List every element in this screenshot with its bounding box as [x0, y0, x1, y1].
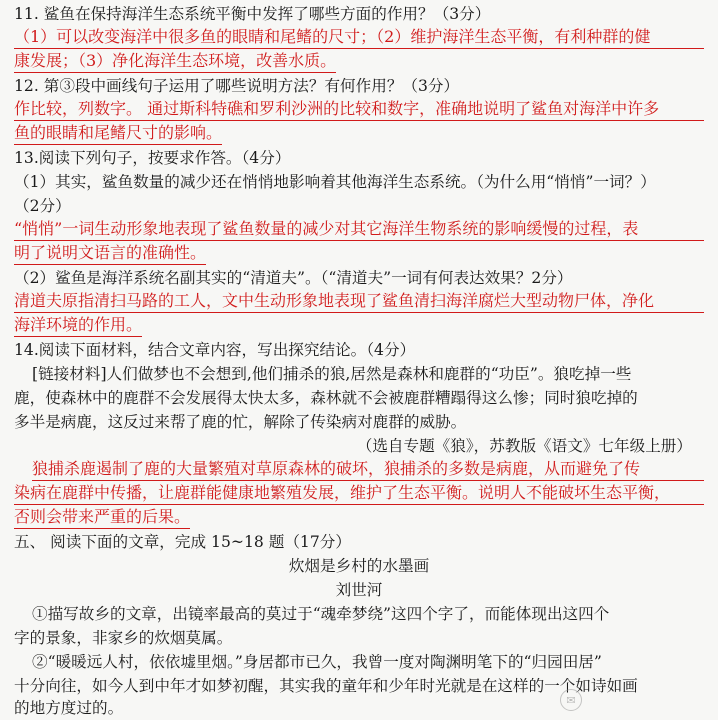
paragraph-2-line-1: ②“暖暖远人村，依依墟里烟。”身居都市已久，我曾一度对陶渊明笔下的“归园田居”: [32, 653, 602, 671]
paragraph-2-line-3: 的地方度过的。: [14, 699, 124, 717]
answer-13-1-line-2: 明了说明文语言的准确性。: [14, 242, 206, 265]
question-11: 11. 鲨鱼在保持海洋生态系统平衡中发挥了哪些方面的作用？（3分）: [14, 5, 491, 23]
answer-14-line-1: 狼捕杀鹿遏制了鹿的大量繁殖对草原森林的破坏，狼捕杀的多数是病鹿，从而避免了传: [32, 458, 704, 481]
paragraph-1-line-1: ①描写故乡的文章，出镜率最高的莫过于“魂牵梦绕”这四个字了，而能体现出这四个: [32, 605, 610, 623]
article-title: 炊烟是乡村的水墨画: [288, 557, 430, 575]
answer-12-line-1: 作比较，列数字。 通过斯科特礁和罗利沙洲的比较和数字，准确地说明了鲨鱼对海洋中许多: [14, 98, 704, 121]
question-13-part-2: （2）鲨鱼是海洋系统名副其实的“清道夫”。（“清道夫”一词有何表达效果？2分）: [14, 269, 573, 287]
linked-material-line-1: [链接材料]人们做梦也不会想到,他们捕杀的狼,居然是森林和鹿群的“功臣”。狼吃掉一些: [32, 365, 632, 383]
source-citation: （选自专题《狼》，苏教版《语文》七年级上册）: [356, 437, 692, 455]
answer-13-2-line-2: 海洋环境的作用。: [14, 314, 142, 337]
question-13-part-1-points: （2分）: [14, 197, 71, 215]
paragraph-2-line-2: 十分向往，如今人到中年才如梦初醒，其实我的童年和少年时光就是在这样的一个如诗如画: [14, 677, 638, 695]
answer-11-line-2: 康发展；（3）净化海洋生态环境，改善水质。: [14, 50, 336, 73]
answer-14-line-3: 否则会带来严重的后果。: [14, 506, 190, 529]
watermark: [560, 687, 690, 713]
answer-11-line-1: （1）可以改变海洋中很多鱼的眼睛和尾鳍的尺寸；（2）维护海洋生态平衡，有利种群的健: [14, 26, 704, 49]
linked-material-line-3: 多半是病鹿，这反过来帮了鹿的忙，解除了传染病对鹿群的威胁。: [14, 413, 467, 431]
answer-13-1-line-1: “悄悄”一词生动形象地表现了鲨鱼数量的减少对其它海洋生物系统的影响缓慢的过程，表: [14, 218, 704, 241]
question-14: 14.阅读下面材料，结合文章内容，写出探究结论。（4分）: [14, 341, 416, 359]
linked-material-line-2: 鹿，使森林中的鹿群不会发展得太快太多，森林就不会被鹿群糟蹋得这么惨；同时狼吃掉的: [14, 389, 638, 407]
question-13-part-1: （1）其实，鲨鱼数量的减少还在悄悄地影响着其他海洋生态系统。（为什么用“悄悄”一词？）: [14, 173, 656, 191]
answer-12-line-2: 鱼的眼睛和尾鳍尺寸的影响。: [14, 122, 222, 145]
question-12: 12. 第③段中画线句子运用了哪些说明方法？有何作用？（3分）: [14, 77, 460, 95]
answer-13-2-line-1: 清道夫原指清扫马路的工人，文中生动形象地表现了鲨鱼清扫海洋腐烂大型动物尸体，净化: [14, 290, 704, 313]
paragraph-1-line-2: 字的景象，非家乡的炊烟莫属。: [14, 629, 233, 647]
section-five-heading: 五、 阅读下面的文章，完成 15~18 题（17分）: [14, 533, 351, 551]
question-13: 13.阅读下列句子，按要求作答。（4分）: [14, 149, 291, 167]
answer-14-line-2: 染病在鹿群中传播，让鹿群能健康地繁殖发展，维护了生态平衡。说明人不能破坏生态平衡，: [14, 482, 704, 505]
article-author: 刘世河: [335, 581, 383, 599]
wechat-icon: ✉: [560, 689, 582, 711]
